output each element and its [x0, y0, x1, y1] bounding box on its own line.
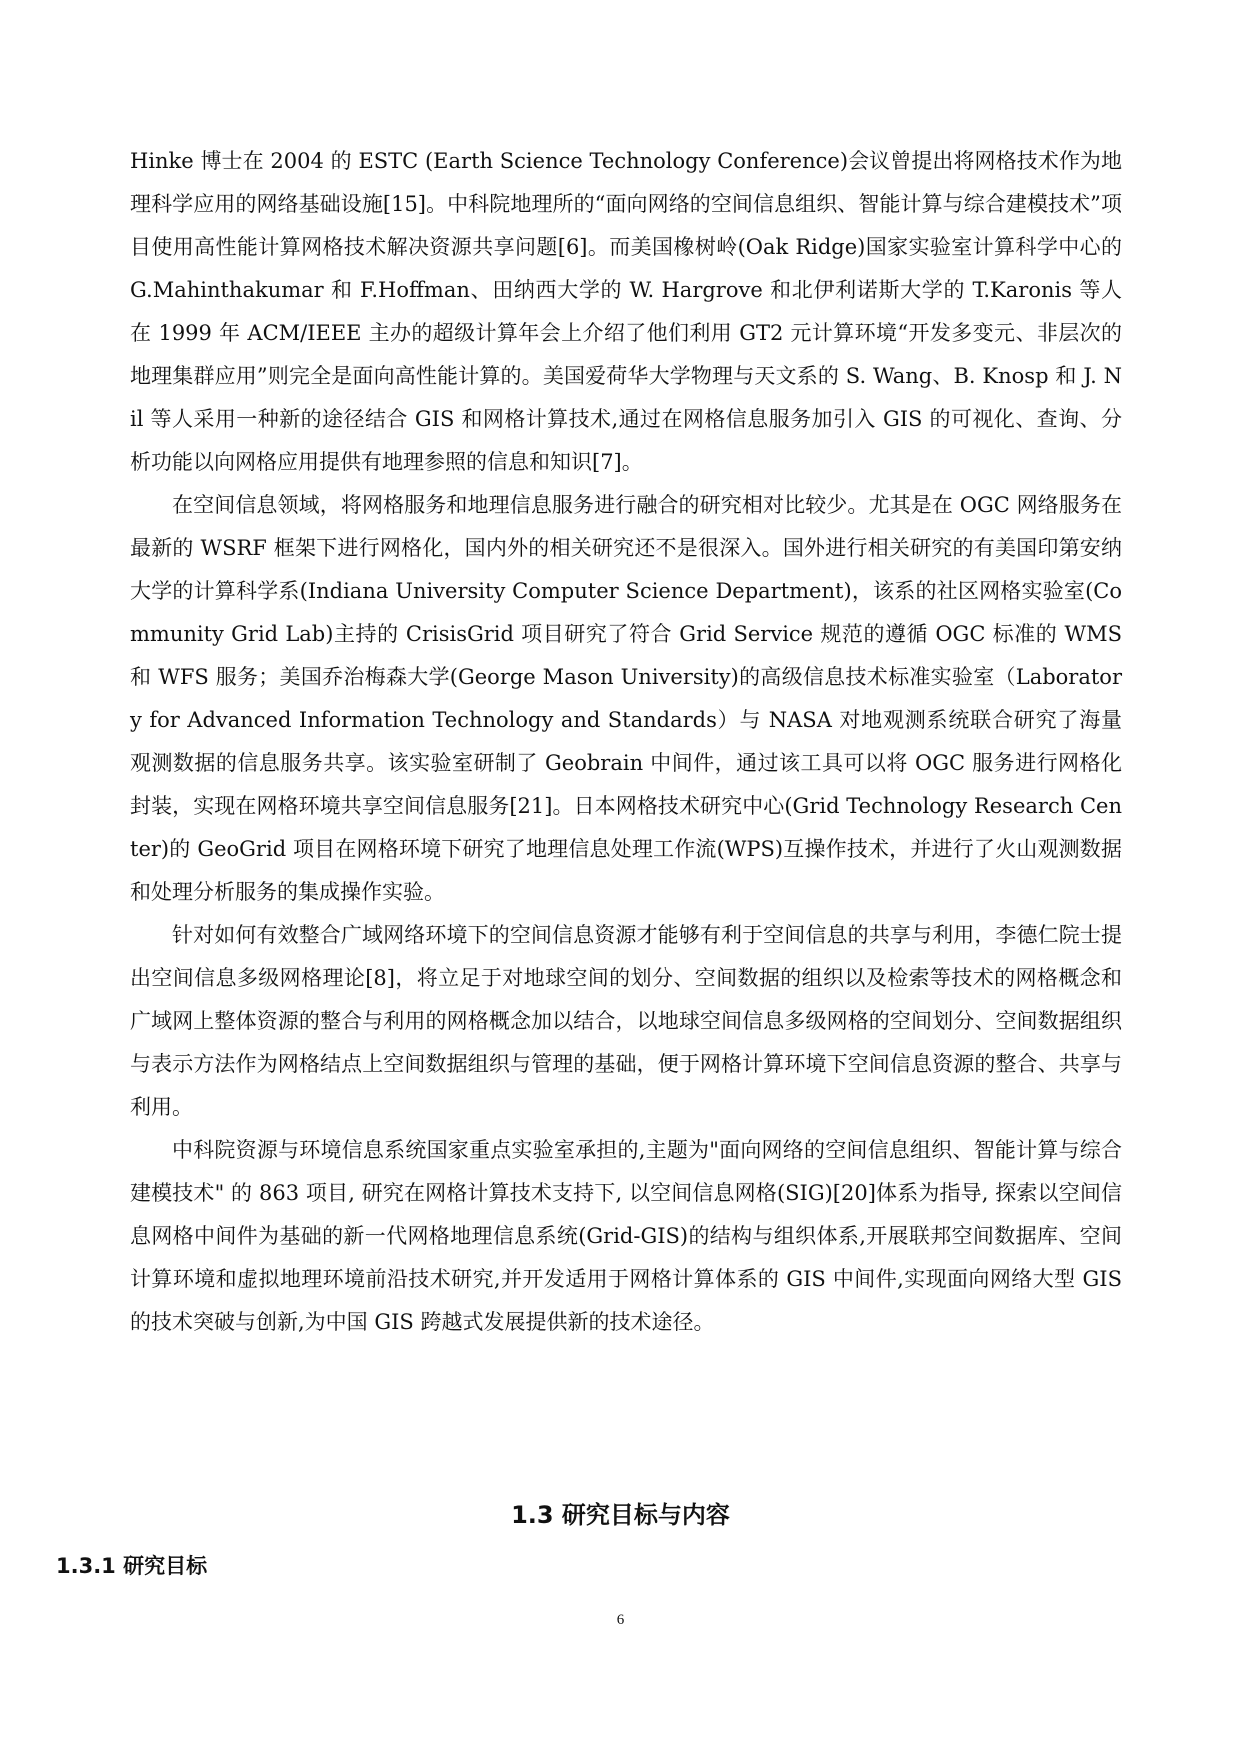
paragraph-spatial-info-domain: 在空间信息领域，将网格服务和地理信息服务进行融合的研究相对比较少。尤其是在 OGC 网络服务在最新的 WSRF 框架下进行网格化，国内外的相关研究还不是很深入。国外进行相关研究的有美国印第安纳大学的计算科学系(Indiana University Computer Science Department)，该系的社区网格实验室(Community Grid Lab)主持的 CrisisGrid 项目研究了符合 Grid Service 规范的遵循 OGC 标准的 WMS 和 WFS 服务；美国乔治梅森大学(George Mason University)的高级信息技术标准实验室（Laboratory for Advanced Information Technology and Standards）与 NASA 对地观测系统联合研究了海量观测数据的信息服务共享。该实验室研制了 Geobrain 中间件，通过该工具可以将 OGC 服务进行网格化封装，实现在网格环境共享空间信息服务[21]。日本网格技术研究中心(Grid Technology Research Center)的 GeoGrid 项目在网格环境下研究了地理信息处理工作流(WPS)互操作技术，并进行了火山观测数据和处理分析服务的集成操作实验。 — [130, 493, 1123, 904]
subsection-title: 1.3.1 研究目标 — [56, 1554, 208, 1578]
body-text — [130, 140, 1122, 1344]
paragraph-863-project: 中科院资源与环境信息系统国家重点实验室承担的,主题为"面向网络的空间信息组织、智能计算与综合建模技术" 的 863 项目, 研究在网格计算技术支持下, 以空间信息网格(SIG)[20]体系为指导, 探索以空间信息网格中间件为基础的新一代网格地理信息系统(Grid-GIS)的结构与组织体系,开展联邦空间数据库、空间计算环境和虚拟地理环境前沿技术研究,并开发适用于网格计算体系的 GIS 中间件,实现面向网络大型 GIS 的技术突破与创新,为中国 GIS 跨越式发展提供新的技术途径。 — [130, 1138, 1122, 1334]
paragraph-multilevel-grid-theory: 针对如何有效整合广域网络环境下的空间信息资源才能够有利于空间信息的共享与利用，李德仁院士提出空间信息多级网格理论[8]，将立足于对地球空间的划分、空间数据的组织以及检索等技术的网格概念和广域网上整体资源的整合与利用的网格概念加以结合，以地球空间信息多级网格的空间划分、空间数据组织与表示方法作为网格结点上空间数据组织与管理的基础，便于网格计算环境下空间信息资源的整合、共享与利用。 — [130, 923, 1122, 1119]
page-number: 6 — [616, 1612, 625, 1628]
paragraph-grid-gis-research: Hinke 博士在 2004 的 ESTC (Earth Science Technology Conference)会议曾提出将网格技术作为地理科学应用的网络基础设施[15]。中科院地理所的“面向网络的空间信息组织、智能计算与综合建模技术”项目使用高性能计算网格技术解决资源共享问题[6]。而美国橡树岭(Oak Ridge)国家实验室计算科学中心的 G.Mahinthakumar 和 F.Hoffman、田纳西大学的 W. Hargrove 和北伊利诺斯大学的 T.Karonis 等人在 1999 年 ACM/IEEE 主办的超级计算年会上介绍了他们利用 GT2 元计算环境“开发多变元、非层次的地理集群应用”则完全是面向高性能计算的。美国爱荷华大学物理与天文系的 S. Wang、B. Knosp 和 J. Nil 等人采用一种新的途径结合 GIS 和网格计算技术,通过在网格信息服务加引入 GIS 的可视化、查询、分析功能以向网格应用提供有地理参照的信息和知识[7]。 — [130, 149, 1122, 474]
section-title: 1.3 研究目标与内容 — [511, 1501, 730, 1529]
